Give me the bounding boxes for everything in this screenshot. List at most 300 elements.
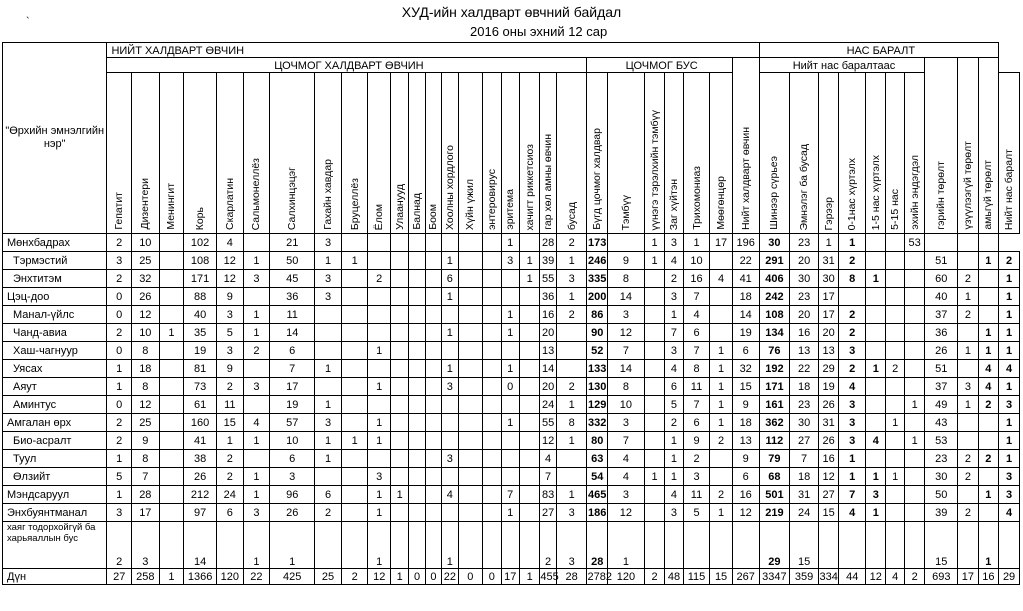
cell-4: 3 xyxy=(216,306,243,324)
table-row xyxy=(3,288,1020,306)
cell-22 xyxy=(644,270,664,288)
cell-35: 1 xyxy=(958,342,978,360)
cell-25: 1 xyxy=(710,414,733,432)
cell-10 xyxy=(390,234,408,252)
cell-18: 14 xyxy=(540,360,556,378)
cell-32 xyxy=(886,450,904,468)
cell-14 xyxy=(458,414,483,432)
cell-26: 15 xyxy=(732,378,759,396)
cell-25 xyxy=(710,252,733,270)
cell-14 xyxy=(458,432,483,450)
cell-25 xyxy=(710,288,733,306)
cell-15 xyxy=(483,324,501,342)
cell-3: 1366 xyxy=(184,569,217,585)
cell-16 xyxy=(501,522,519,569)
cell-35 xyxy=(958,486,978,504)
cell-37: 3 xyxy=(999,396,1020,414)
cell-15 xyxy=(483,270,501,288)
cell-30: 1 xyxy=(839,450,866,468)
cell-24: 6 xyxy=(683,324,710,342)
cell-4: 2 xyxy=(216,468,243,486)
cell-10 xyxy=(390,522,408,569)
cell-9: 12 xyxy=(368,569,391,585)
cell-16: 1 xyxy=(501,234,519,252)
row-name: хаяг тодорхойгүй ба харьяаллын бус xyxy=(3,522,107,569)
cell-35 xyxy=(958,432,978,450)
cell-14 xyxy=(458,288,483,306)
group-header-all: НИЙТ ХАЛДВАРТ ӨВЧИН xyxy=(107,43,759,58)
cell-33: 2 xyxy=(904,569,924,585)
cell-8 xyxy=(341,288,368,306)
cell-5: 1 xyxy=(243,522,270,569)
cell-13 xyxy=(442,342,458,360)
cell-23: 2 xyxy=(665,270,683,288)
cell-14 xyxy=(458,486,483,504)
cell-24: 7 xyxy=(683,288,710,306)
cell-15 xyxy=(483,378,501,396)
cell-7: 6 xyxy=(315,486,342,504)
cell-25 xyxy=(710,522,733,569)
cell-6: 6 xyxy=(270,450,315,468)
cell-3: 26 xyxy=(184,468,217,486)
cell-11 xyxy=(409,234,425,252)
cell-24: 115 xyxy=(683,569,710,585)
cell-34: 43 xyxy=(925,414,958,432)
cell-33: 1 xyxy=(904,396,924,414)
cell-18: 16 xyxy=(540,306,556,324)
cell-25: 1 xyxy=(710,342,733,360)
cell-4: 12 xyxy=(216,252,243,270)
cell-3: 38 xyxy=(184,450,217,468)
cell-21: 3 xyxy=(607,414,644,432)
cell-12 xyxy=(425,252,441,270)
cell-6: 6 xyxy=(270,342,315,360)
cell-31: 12 xyxy=(866,569,886,585)
cell-29: 26 xyxy=(818,396,838,414)
cell-21: 8 xyxy=(607,378,644,396)
cell-1: 8 xyxy=(132,342,160,360)
cell-23: 1 xyxy=(665,432,683,450)
cell-26: 12 xyxy=(732,504,759,522)
cell-33 xyxy=(904,504,924,522)
cell-3: 19 xyxy=(184,342,217,360)
col-header-5: Сальмонеллёз xyxy=(243,73,270,234)
cell-3: 61 xyxy=(184,396,217,414)
cell-37: 2 xyxy=(999,252,1020,270)
cell-19: 1 xyxy=(556,486,587,504)
cell-15 xyxy=(483,342,501,360)
cell-21: 12 xyxy=(607,504,644,522)
cell-34: 40 xyxy=(925,288,958,306)
cell-0: 27 xyxy=(107,569,132,585)
cell-29: 1 xyxy=(818,234,838,252)
cell-35: 2 xyxy=(958,504,978,522)
cell-17 xyxy=(519,360,539,378)
cell-18: 20 xyxy=(540,378,556,396)
cell-9 xyxy=(368,324,391,342)
cell-6: 1 xyxy=(270,522,315,569)
cell-29: 17 xyxy=(818,288,838,306)
row-name: Хаш-чагнуур xyxy=(3,342,107,360)
cell-8: 1 xyxy=(341,432,368,450)
cell-0: 1 xyxy=(107,486,132,504)
cell-19 xyxy=(556,342,587,360)
cell-29: 30 xyxy=(818,270,838,288)
cell-1: 26 xyxy=(132,288,160,306)
cell-29: 16 xyxy=(818,450,838,468)
cell-26: 41 xyxy=(732,270,759,288)
cell-4: 15 xyxy=(216,414,243,432)
cell-27: 406 xyxy=(759,270,790,288)
cell-13 xyxy=(442,504,458,522)
cell-20: 130 xyxy=(587,378,607,396)
cell-22 xyxy=(644,360,664,378)
cell-32 xyxy=(886,486,904,504)
cell-23: 2 xyxy=(665,414,683,432)
page-title: ХУД-ийн халдварт өвчний байдал xyxy=(401,4,622,20)
cell-24: 16 xyxy=(683,270,710,288)
cell-1: 8 xyxy=(132,378,160,396)
cell-22: 1 xyxy=(644,252,664,270)
cell-20: 246 xyxy=(587,252,607,270)
col-header-18: гар хөл амны өвчин xyxy=(540,73,556,234)
cell-27: 171 xyxy=(759,378,790,396)
cell-1: 7 xyxy=(132,468,160,486)
cell-13: 22 xyxy=(442,569,458,585)
cell-11 xyxy=(409,360,425,378)
cell-16 xyxy=(501,270,519,288)
table-row xyxy=(3,378,1020,396)
cell-13 xyxy=(442,306,458,324)
cell-22 xyxy=(644,324,664,342)
cell-27: 219 xyxy=(759,504,790,522)
cell-27: 76 xyxy=(759,342,790,360)
cell-0: 5 xyxy=(107,468,132,486)
cell-0: 1 xyxy=(107,378,132,396)
cell-6: 19 xyxy=(270,396,315,414)
col-header-29: Гэрээр xyxy=(818,73,838,234)
cell-17 xyxy=(519,306,539,324)
cell-28: 31 xyxy=(790,486,819,504)
cell-27: 112 xyxy=(759,432,790,450)
cell-22 xyxy=(644,306,664,324)
cell-9 xyxy=(368,450,391,468)
cell-30: 1 xyxy=(839,468,866,486)
cell-36: 1 xyxy=(978,342,999,360)
cell-26: 19 xyxy=(732,324,759,342)
cell-17 xyxy=(519,342,539,360)
cell-20: 80 xyxy=(587,432,607,450)
cell-10 xyxy=(390,432,408,450)
col-header-home-birth: гэрийн төрөлт xyxy=(925,58,958,234)
cell-0: 2 xyxy=(107,324,132,342)
cell-10 xyxy=(390,288,408,306)
cell-17 xyxy=(519,522,539,569)
cell-19: 2 xyxy=(556,234,587,252)
cell-0: 3 xyxy=(107,252,132,270)
cell-16 xyxy=(501,342,519,360)
cell-11: 0 xyxy=(409,569,425,585)
cell-26: 16 xyxy=(732,486,759,504)
cell-7 xyxy=(315,306,342,324)
cell-34: 50 xyxy=(925,486,958,504)
cell-34: 39 xyxy=(925,504,958,522)
cell-34: 36 xyxy=(925,324,958,342)
cell-1: 12 xyxy=(132,396,160,414)
cell-9: 1 xyxy=(368,378,391,396)
cell-7: 25 xyxy=(315,569,342,585)
row-name: Аминтус xyxy=(3,396,107,414)
cell-1: 258 xyxy=(132,569,160,585)
cell-30 xyxy=(839,288,866,306)
cell-15 xyxy=(483,468,501,486)
row-name: Дүн xyxy=(3,569,107,585)
cell-6: 14 xyxy=(270,324,315,342)
cell-21: 7 xyxy=(607,342,644,360)
cell-11 xyxy=(409,522,425,569)
cell-2 xyxy=(159,252,184,270)
cell-14 xyxy=(458,306,483,324)
cell-7: 3 xyxy=(315,414,342,432)
cell-1: 12 xyxy=(132,306,160,324)
cell-6: 7 xyxy=(270,360,315,378)
cell-18: 7 xyxy=(540,468,556,486)
cell-29: 29 xyxy=(818,360,838,378)
cell-13: 3 xyxy=(442,378,458,396)
cell-8 xyxy=(341,450,368,468)
cell-9 xyxy=(368,360,391,378)
cell-34 xyxy=(925,234,958,252)
cell-4: 120 xyxy=(216,569,243,585)
cell-26: 22 xyxy=(732,252,759,270)
col-header-14: Хүйн үжил xyxy=(458,73,483,234)
cell-37: 1 xyxy=(999,288,1020,306)
cell-2 xyxy=(159,234,184,252)
cell-31 xyxy=(866,378,886,396)
cell-19: 1 xyxy=(556,252,587,270)
cell-14 xyxy=(458,504,483,522)
cell-14 xyxy=(458,360,483,378)
cell-15: 0 xyxy=(483,569,501,585)
cell-27: 30 xyxy=(759,234,790,252)
row-name: Энхбуянтманал xyxy=(3,504,107,522)
cell-24: 10 xyxy=(683,252,710,270)
cell-21: 12 xyxy=(607,324,644,342)
cell-3: 73 xyxy=(184,378,217,396)
cell-0: 1 xyxy=(107,360,132,378)
cell-14 xyxy=(458,378,483,396)
cell-32: 1 xyxy=(886,468,904,486)
cell-20: 52 xyxy=(587,342,607,360)
cell-16: 1 xyxy=(501,504,519,522)
cell-25: 15 xyxy=(710,569,733,585)
cell-37: 1 xyxy=(999,450,1020,468)
cell-30: 3 xyxy=(839,432,866,450)
cell-30: 4 xyxy=(839,378,866,396)
cell-0: 2 xyxy=(107,234,132,252)
row-name: Энхтитэм xyxy=(3,270,107,288)
cell-30 xyxy=(839,522,866,569)
cell-5: 3 xyxy=(243,378,270,396)
cell-16: 0 xyxy=(501,378,519,396)
cell-0: 0 xyxy=(107,306,132,324)
cell-4: 5 xyxy=(216,324,243,342)
col-header-2: Менингит xyxy=(159,73,184,234)
cell-5: 3 xyxy=(243,504,270,522)
cell-17 xyxy=(519,450,539,468)
cell-37: 1 xyxy=(999,306,1020,324)
cell-4: 4 xyxy=(216,234,243,252)
cell-26: 18 xyxy=(732,288,759,306)
cell-27: 134 xyxy=(759,324,790,342)
cell-37 xyxy=(999,522,1020,569)
cell-33 xyxy=(904,486,924,504)
cell-36 xyxy=(978,270,999,288)
cell-8: 2 xyxy=(341,569,368,585)
cell-21 xyxy=(607,234,644,252)
cell-10 xyxy=(390,504,408,522)
cell-18: 28 xyxy=(540,234,556,252)
cell-15 xyxy=(483,396,501,414)
cell-20: 200 xyxy=(587,288,607,306)
cell-6: 26 xyxy=(270,504,315,522)
cell-22 xyxy=(644,396,664,414)
cell-36 xyxy=(978,504,999,522)
cell-31: 3 xyxy=(866,486,886,504)
cell-7 xyxy=(315,342,342,360)
cell-35 xyxy=(958,360,978,378)
cell-33 xyxy=(904,522,924,569)
cell-4: 9 xyxy=(216,360,243,378)
cell-30: 4 xyxy=(839,504,866,522)
cell-11 xyxy=(409,324,425,342)
cell-30: 2 xyxy=(839,252,866,270)
cell-23: 5 xyxy=(665,396,683,414)
cell-17 xyxy=(519,432,539,450)
cell-10: 1 xyxy=(390,486,408,504)
col-header-23: Заг хүйтэн xyxy=(665,73,683,234)
cell-13 xyxy=(442,234,458,252)
cell-7: 3 xyxy=(315,288,342,306)
cell-7: 1 xyxy=(315,432,342,450)
cell-17: 1 xyxy=(519,252,539,270)
cell-28: 16 xyxy=(790,324,819,342)
cell-29: 20 xyxy=(818,324,838,342)
cell-11 xyxy=(409,252,425,270)
cell-28: 23 xyxy=(790,288,819,306)
cell-0: 2 xyxy=(107,432,132,450)
cell-18: 12 xyxy=(540,432,556,450)
cell-24: 7 xyxy=(683,396,710,414)
cell-28: 20 xyxy=(790,252,819,270)
cell-17 xyxy=(519,468,539,486)
cell-34: 37 xyxy=(925,378,958,396)
cell-19: 3 xyxy=(556,504,587,522)
cell-1: 10 xyxy=(132,324,160,342)
cell-29: 13 xyxy=(818,342,838,360)
cell-36 xyxy=(978,432,999,450)
cell-32: 4 xyxy=(886,569,904,585)
cell-9: 1 xyxy=(368,414,391,432)
cell-19: 28 xyxy=(556,569,587,585)
cell-6: 11 xyxy=(270,306,315,324)
cell-28: 30 xyxy=(790,414,819,432)
cell-22 xyxy=(644,522,664,569)
col-header-24: Трихомониаз xyxy=(683,73,710,234)
cell-37: 1 xyxy=(999,342,1020,360)
cell-5: 3 xyxy=(243,270,270,288)
cell-26: 14 xyxy=(732,306,759,324)
total-row xyxy=(3,569,1020,585)
cell-19: 3 xyxy=(556,522,587,569)
cell-2 xyxy=(159,288,184,306)
cell-26: 196 xyxy=(732,234,759,252)
cell-19: 8 xyxy=(556,414,587,432)
col-header-28: Эмнэлэг ба бусад xyxy=(790,73,819,234)
cell-29: 334 xyxy=(819,570,838,583)
cell-10 xyxy=(390,360,408,378)
cell-6: 57 xyxy=(270,414,315,432)
col-header-12: Боом xyxy=(425,73,441,234)
cell-1: 25 xyxy=(132,414,160,432)
cell-9 xyxy=(368,396,391,414)
cell-6: 3 xyxy=(270,468,315,486)
cell-34: 26 xyxy=(925,342,958,360)
cell-10 xyxy=(390,324,408,342)
cell-2: 1 xyxy=(159,324,184,342)
cell-25: 17 xyxy=(710,234,733,252)
row-name: Мөнхбадрах xyxy=(3,234,107,252)
table-row xyxy=(3,234,1020,252)
cell-14 xyxy=(458,468,483,486)
cell-28: 24 xyxy=(790,504,819,522)
cell-16 xyxy=(501,396,519,414)
cell-15 xyxy=(483,504,501,522)
col-header-6: Салхинцэцэг xyxy=(270,73,315,234)
cell-0: 0 xyxy=(107,396,132,414)
cell-12 xyxy=(425,450,441,468)
cell-24: 11 xyxy=(683,378,710,396)
cell-21: 1 xyxy=(607,522,644,569)
cell-8 xyxy=(341,324,368,342)
cell-7: 3 xyxy=(315,234,342,252)
cell-37: 1 xyxy=(999,432,1020,450)
col-header-31: 1-5 нас хүртэлх xyxy=(866,73,886,234)
cell-3: 40 xyxy=(184,306,217,324)
cell-2 xyxy=(159,360,184,378)
disease-table xyxy=(2,42,1020,585)
cell-32 xyxy=(886,342,904,360)
row-name: Туул xyxy=(3,450,107,468)
cell-11 xyxy=(409,468,425,486)
col-header-4: Скарлатин xyxy=(216,73,243,234)
cell-22 xyxy=(644,504,664,522)
cell-30: 2 xyxy=(839,324,866,342)
cell-2 xyxy=(159,522,184,569)
cell-34: 30 xyxy=(925,468,958,486)
cell-35 xyxy=(958,414,978,432)
cell-16: 3 xyxy=(501,252,519,270)
group-header-death-sub: Нийт нас баралтаас xyxy=(759,58,925,73)
cell-22: 1 xyxy=(644,234,664,252)
cell-11 xyxy=(409,306,425,324)
cell-7 xyxy=(315,522,342,569)
cell-10 xyxy=(390,270,408,288)
cell-2 xyxy=(159,468,184,486)
cell-4: 3 xyxy=(216,342,243,360)
cell-12 xyxy=(425,486,441,504)
cell-6: 21 xyxy=(270,234,315,252)
